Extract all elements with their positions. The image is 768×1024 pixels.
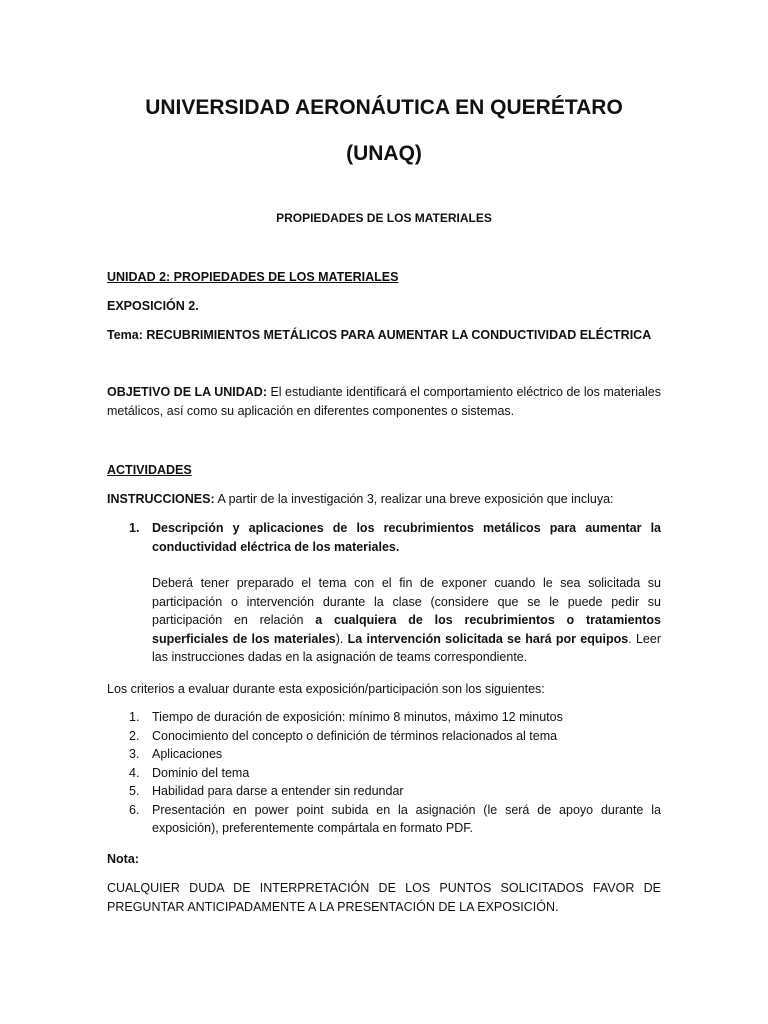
activity-description — [152, 574, 661, 667]
criteria-number: 3. — [129, 747, 140, 761]
criteria-item — [107, 708, 661, 727]
criteria-item — [107, 764, 661, 783]
exposition-heading: EXPOSICIÓN 2. — [107, 299, 199, 313]
criteria-text: Conocimiento del concepto o definición de términos relacionados al tema — [152, 728, 558, 743]
activity-title: Descripción y aplicaciones de los recubrimientos metálicos para aumentar la conductividad eléctrica de los materiales. — [152, 521, 661, 554]
topic-value: RECUBRIMIENTOS METÁLICOS PARA AUMENTAR LA CONDUCTIVIDAD ELÉCTRICA — [146, 328, 652, 342]
activity-text-3: . Leer las instrucciones dadas en la asignación de teams correspondiente. — [152, 631, 661, 664]
topic-label: Tema: — [107, 328, 143, 342]
criteria-text: Presentación en power point subida en la asignación (le será de apoyo durante la exposición), preferentemente compártala en formato PDF. — [152, 802, 661, 835]
criteria-item — [107, 745, 661, 764]
activity-item — [107, 519, 661, 556]
criteria-number: 6. — [129, 802, 140, 817]
criteria-text: Tiempo de duración de exposición: mínimo 8 minutos, máximo 12 minutos — [152, 710, 563, 724]
unit-heading: UNIDAD 2: PROPIEDADES DE LOS MATERIALES — [107, 270, 399, 284]
criteria-text: Aplicaciones — [152, 747, 223, 761]
topic-line — [107, 326, 661, 345]
instructions-label: INSTRUCCIONES: — [107, 492, 215, 506]
activities-list — [107, 519, 661, 667]
criteria-number: 4. — [129, 765, 140, 780]
activity-text-2: ). — [335, 631, 344, 646]
instructions-text: A partir de la investigación 3, realizar una breve exposición que incluya: — [217, 492, 614, 506]
note-text: CUALQUIER DUDA DE INTERPRETACIÓN DE LOS PUNTOS SOLICITADOS FAVOR DE PREGUNTAR ANTICIPADAMENTE A LA PRESENTACIÓN DE LA EXPOSICIÓN. — [107, 881, 661, 914]
activity-text-bold-2: La intervención solicitada se hará por equipos — [347, 631, 629, 646]
subject-title: PROPIEDADES DE LOS MATERIALES — [276, 211, 492, 225]
objective-paragraph — [107, 383, 661, 420]
criteria-text: Habilidad para darse a entender sin redundar — [152, 784, 404, 798]
criteria-number: 5. — [129, 784, 140, 798]
activity-text-1: Deberá tener preparado el tema con el fin de exponer cuando le sea solicitada su participación o intervención durante la clase (considere que se le puede pedir su participación en relación — [152, 576, 661, 627]
activity-number: 1. — [129, 521, 140, 535]
criteria-text: Dominio del tema — [152, 765, 250, 780]
activities-heading: ACTIVIDADES — [107, 463, 192, 477]
criteria-number: 2. — [129, 728, 140, 743]
criteria-number: 1. — [129, 710, 140, 724]
university-acronym: (UNAQ) — [346, 142, 422, 165]
criteria-list — [107, 708, 661, 838]
activity-text-bold-1: a cualquiera de los recubrimientos o tratamientos superficiales de los materiales — [152, 613, 661, 646]
university-title: UNIVERSIDAD AERONÁUTICA EN QUERÉTARO — [145, 96, 623, 119]
objective-label: OBJETIVO DE LA UNIDAD: — [107, 385, 267, 399]
criteria-item — [107, 727, 661, 746]
objective-text: El estudiante identificará el comportamiento eléctrico de los materiales metálicos, así como su aplicación en diferentes componentes o sistemas. — [107, 385, 661, 418]
criteria-item — [107, 801, 661, 838]
criteria-item — [107, 782, 661, 801]
instructions-line — [107, 490, 661, 509]
note-label: Nota: — [107, 852, 139, 866]
criteria-intro: Los criterios a evaluar durante esta exposición/participación son los siguientes: — [107, 682, 545, 696]
